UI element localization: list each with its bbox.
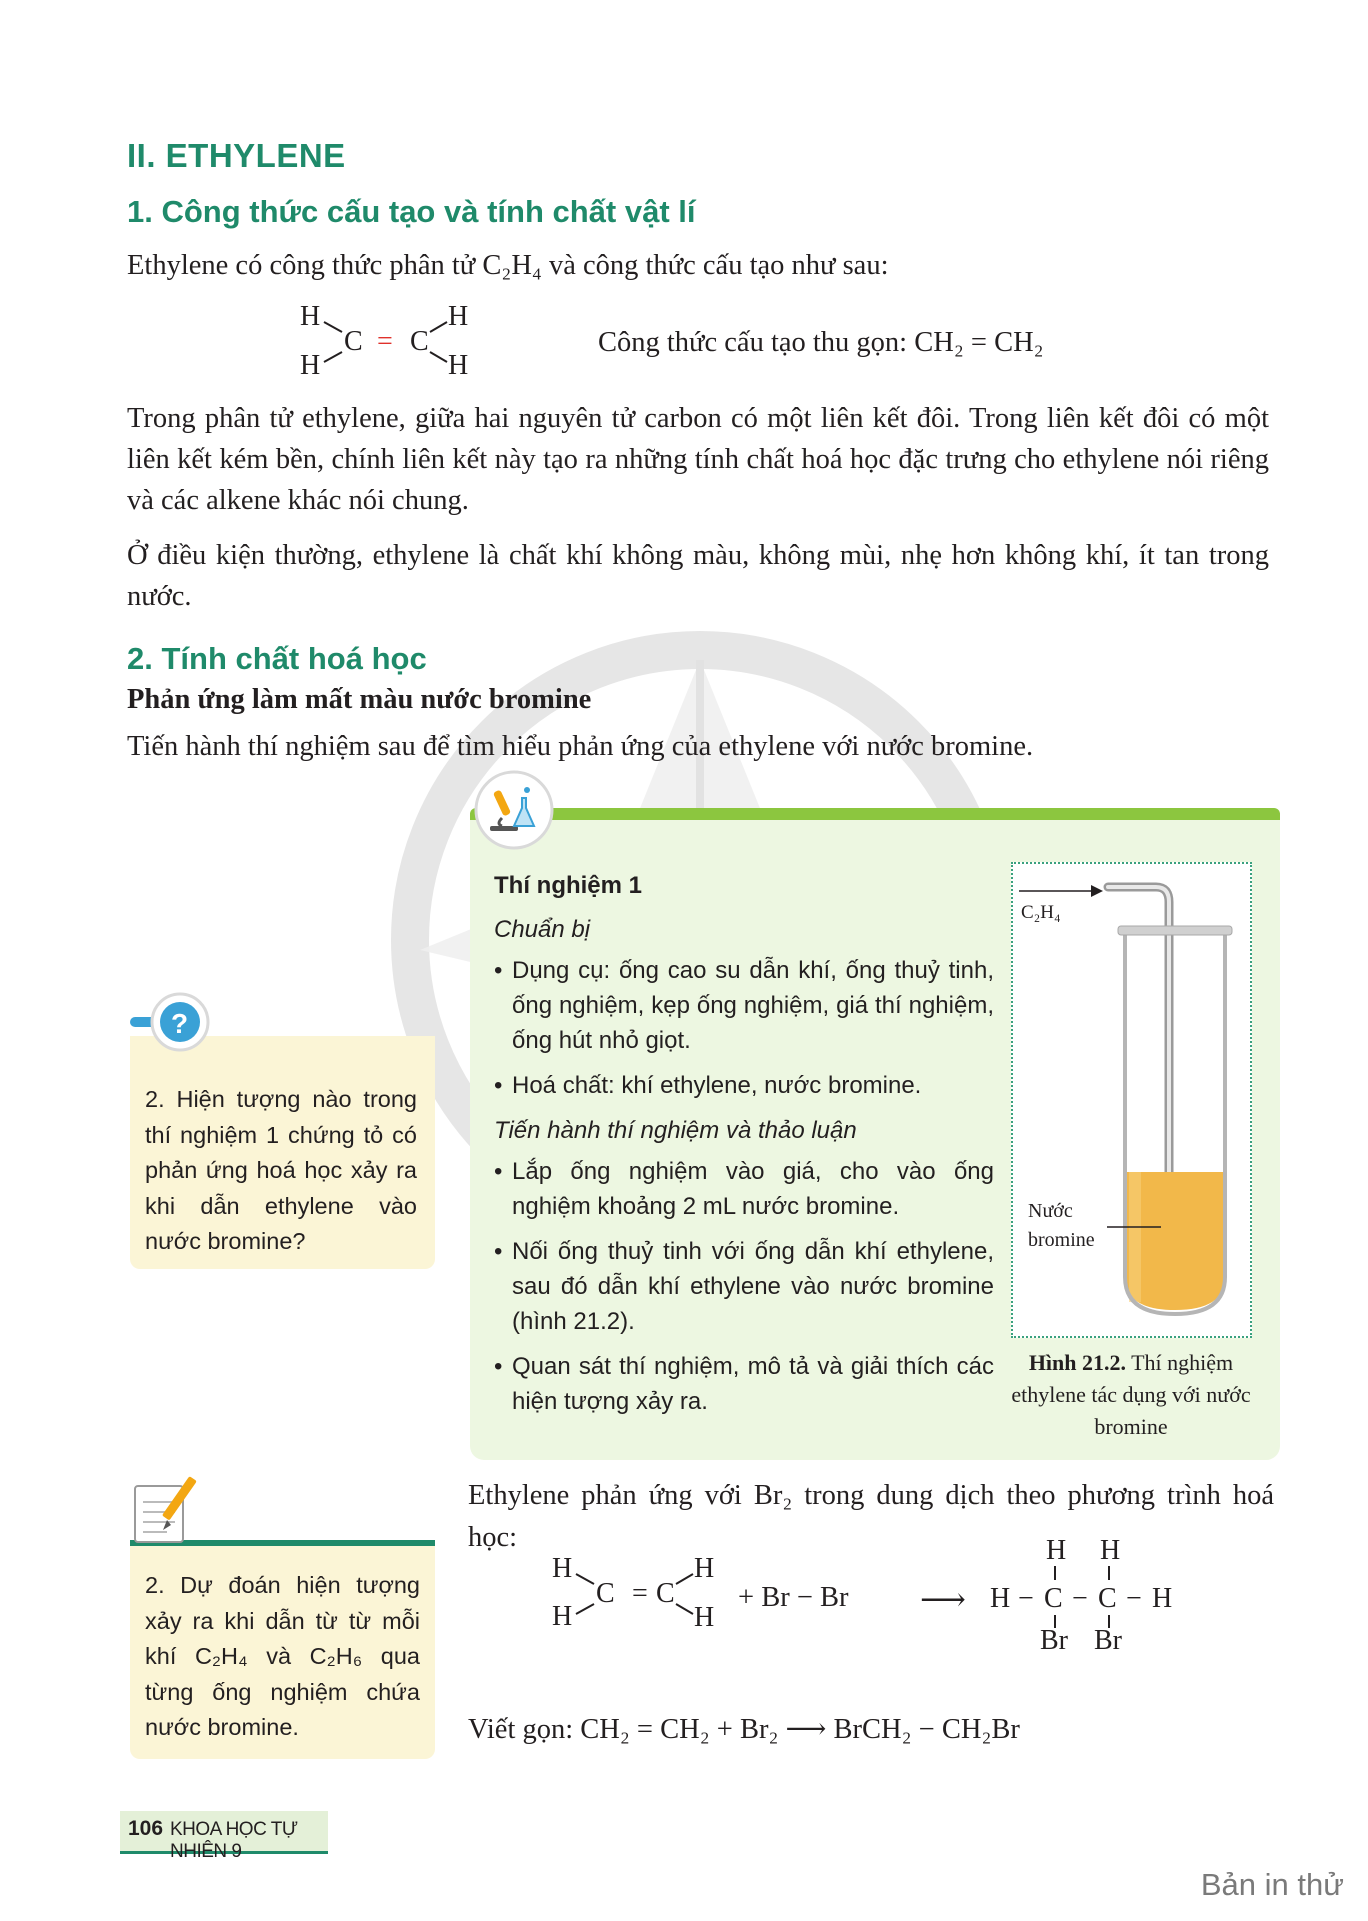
ethylene-structural-formula: [290, 296, 490, 388]
question-icon: [130, 988, 212, 1054]
svg-text:−: −: [1018, 1583, 1034, 1614]
list-item: • Lắp ống nghiệm vào giá, cho vào ống nghiệm khoảng 2 mL nước bromine.: [494, 1154, 994, 1224]
svg-text:=: =: [632, 1578, 648, 1609]
svg-text:?: ?: [171, 1008, 189, 1039]
svg-text:Br: Br: [1094, 1625, 1122, 1652]
dibromoethane-product-formula: [988, 1532, 1198, 1652]
list-item: • Nối ống thuỷ tinh với ống dẫn khí ethylene, sau đó dẫn khí ethylene vào nước bromine (hình 21.2).: [494, 1234, 994, 1339]
page-number: 106: [128, 1817, 164, 1840]
figure-caption: [1006, 1347, 1256, 1443]
svg-text:H: H: [300, 350, 321, 381]
list-item: • Quan sát thí nghiệm, mô tả và giải thích các hiện tượng xảy ra.: [494, 1349, 994, 1419]
prep-list: [494, 953, 994, 1103]
experiment-title: Thí nghiệm 1: [494, 872, 643, 899]
svg-text:C: C: [1098, 1583, 1117, 1614]
svg-text:=: =: [377, 326, 393, 357]
liquid-label-line2: bromine: [1028, 1229, 1095, 1251]
list-item: • Dụng cụ: ống cao su dẫn khí, ống thuỷ tinh, ống nghiệm, kẹp ống nghiệm, giá thí nghiệm, ống hút nhỏ giọt.: [494, 953, 994, 1058]
svg-text:H: H: [1046, 1535, 1067, 1566]
section-title: II. ETHYLENE: [127, 137, 346, 174]
svg-text:H: H: [694, 1602, 715, 1633]
svg-text:C: C: [344, 326, 363, 357]
bromine-reagent: + Br − Br: [738, 1582, 849, 1613]
intro-line: Ethylene có công thức phân tử C₂H₄ và công thức cấu tạo như sau:: [127, 250, 889, 281]
gas-label: C₂H₄: [1021, 902, 1061, 923]
svg-text:C: C: [410, 326, 429, 357]
microscope-flask-icon: [472, 768, 556, 852]
svg-text:H: H: [990, 1583, 1011, 1614]
paragraph-physical-properties: Ở điều kiện thường, ethylene là chất khí không màu, không mùi, nhẹ hơn không khí, ít tan trong nước.: [127, 540, 1269, 612]
equation-intro: Ethylene phản ứng với Br₂ trong dung dịch theo phương trình hoá học:: [468, 1480, 1274, 1553]
list-item: • Hoá chất: khí ethylene, nước bromine.: [494, 1068, 994, 1103]
svg-text:H: H: [552, 1553, 573, 1584]
steps-heading: Tiến hành thí nghiệm và thảo luận: [494, 1117, 857, 1144]
svg-text:Br: Br: [1040, 1625, 1068, 1652]
prep-heading: Chuẩn bị: [494, 916, 591, 943]
caption-text: Thí nghiệm ethylene tác dụng với nước bromine: [1011, 1350, 1251, 1439]
svg-text:H: H: [552, 1601, 573, 1632]
paragraph-double-bond: Trong phân tử ethylene, giữa hai nguyên tử carbon có một liên kết đôi. Trong liên kết đôi có một liên kết kém bền, chính liên kết này tạo ra những tính chất hoá học đặc trưng cho ethylene nói riêng và các alkene khác nói chung.: [127, 403, 1269, 516]
test-tube-figure: [1011, 862, 1251, 1334]
svg-text:H: H: [694, 1553, 715, 1584]
subsection-title-chemical: 2. Tính chất hoá học: [127, 641, 427, 676]
short-equation: Viết gọn: CH₂ = CH₂ + Br₂ ⟶ BrCH₂ − CH₂Br: [468, 1714, 1020, 1745]
svg-text:−: −: [1072, 1583, 1088, 1614]
page-footer: [120, 1811, 328, 1862]
note-text: 2. Dự đoán hiện tượng xảy ra khi dẫn từ từ mỗi khí C₂H₄ và C₂H₆ qua từng ống nghiệm chứa nước bromine.: [145, 1572, 420, 1740]
svg-text:H: H: [300, 301, 321, 332]
reaction-intro: Tiến hành thí nghiệm sau để tìm hiểu phản ứng của ethylene với nước bromine.: [127, 731, 1034, 762]
ethylene-reactant-formula: [548, 1548, 748, 1640]
svg-text:H: H: [448, 350, 469, 381]
notepad-pencil-icon: [127, 1470, 207, 1546]
reaction-arrow: ⟶: [920, 1581, 966, 1617]
experiment-text: [494, 868, 994, 1429]
question-text: 2. Hiện tượng nào trong thí nghiệm 1 chứng tỏ có phản ứng hoá học xảy ra khi dẫn ethylene vào nước bromine?: [145, 1086, 417, 1254]
book-name: KHOA HỌC TỰ NHIÊN 9: [170, 1819, 298, 1862]
svg-text:C: C: [596, 1578, 615, 1609]
subsection-title-structure: 1. Công thức cấu tạo và tính chất vật lí: [127, 194, 696, 229]
steps-list: [494, 1154, 994, 1419]
svg-text:H: H: [1152, 1583, 1173, 1614]
proof-stamp: Bản in thử: [1200, 1867, 1344, 1902]
svg-text:−: −: [1126, 1583, 1142, 1614]
svg-text:H: H: [1100, 1535, 1121, 1566]
svg-text:C: C: [1044, 1583, 1063, 1614]
caption-bold: Hình 21.2.: [1028, 1350, 1127, 1375]
liquid-label-line1: Nước: [1028, 1200, 1073, 1222]
svg-text:H: H: [448, 301, 469, 332]
reaction-title: Phản ứng làm mất màu nước bromine: [127, 684, 592, 715]
condensed-formula: Công thức cấu tạo thu gọn: CH₂ = CH₂: [598, 327, 1044, 358]
experiment-top-bar: [470, 808, 1280, 820]
svg-text:C: C: [656, 1578, 675, 1609]
